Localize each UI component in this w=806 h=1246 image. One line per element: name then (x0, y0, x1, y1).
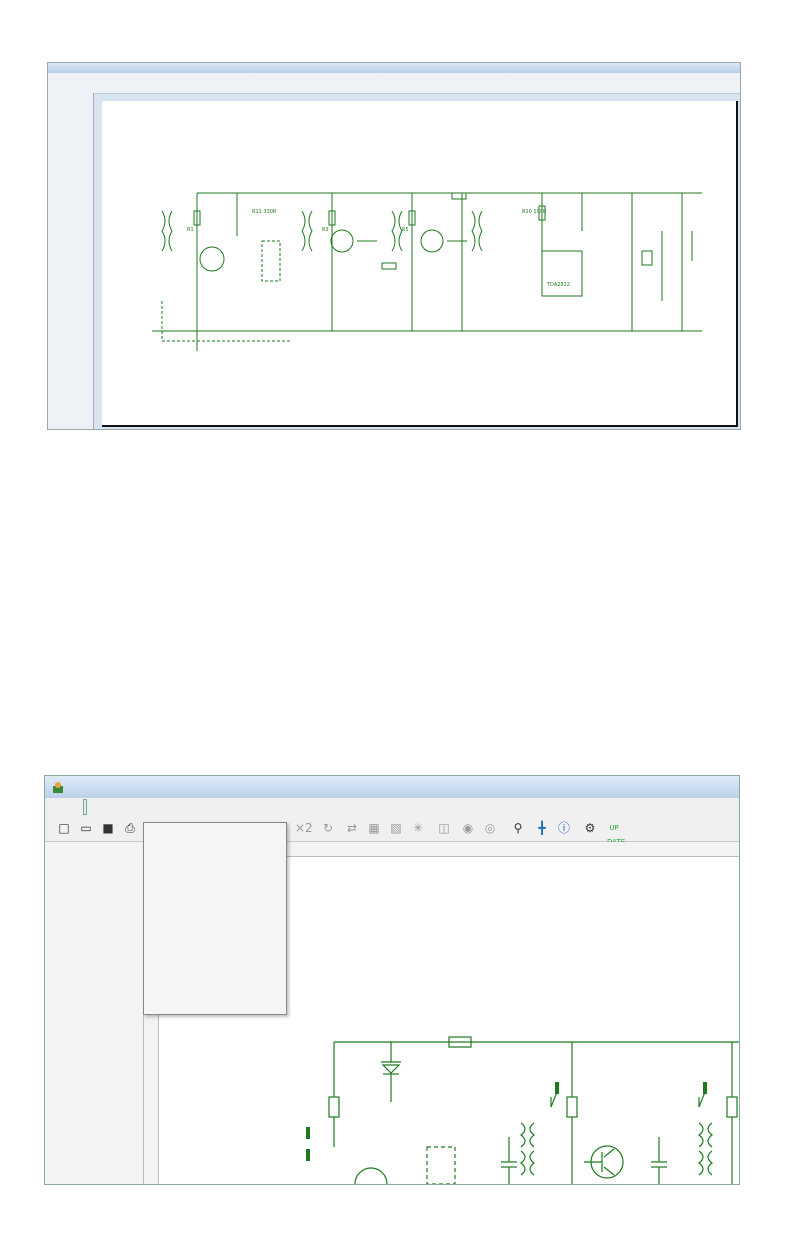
menu-board[interactable] (83, 799, 87, 815)
mirror-icon[interactable]: ⇄ (346, 821, 358, 835)
connect-icon[interactable]: ╋ (538, 821, 546, 835)
ungroup-icon[interactable]: ▧ (390, 821, 402, 835)
schematic-drawing (102, 101, 738, 387)
unlock-icon[interactable]: ◎ (484, 821, 496, 835)
zoom-icon[interactable]: ⚲ (513, 821, 523, 835)
sprint-layout-window (44, 775, 740, 1185)
menu-edit[interactable] (72, 800, 74, 814)
window-title (48, 63, 740, 73)
app-icon (51, 780, 65, 794)
tool-sidebar (48, 93, 94, 429)
settings-gear-icon[interactable]: ⚙ (584, 821, 596, 835)
board-menu-dropdown (143, 822, 287, 1015)
menu-options[interactable] (118, 800, 120, 814)
lock-icon[interactable]: ◉ (462, 821, 474, 835)
update-icon[interactable]: UP (609, 824, 619, 832)
menu-bar (48, 73, 740, 81)
svg-text:R1: R1 (187, 227, 194, 233)
group-icon[interactable]: ▦ (368, 821, 380, 835)
menu-help[interactable] (129, 800, 131, 814)
title-bar (45, 776, 739, 798)
schematic-canvas (102, 101, 738, 427)
save-icon[interactable]: ■ (102, 821, 114, 835)
menu-function[interactable] (96, 800, 98, 814)
menu-file[interactable] (61, 800, 63, 814)
svg-text:R11 330R: R11 330R (252, 209, 277, 215)
open-folder-icon[interactable]: ▭ (80, 821, 92, 835)
schematic-screenshot (47, 62, 741, 430)
new-file-icon[interactable]: □ (58, 821, 70, 835)
align-icon[interactable]: ◫ (438, 821, 450, 835)
menu-extras[interactable] (107, 800, 109, 814)
svg-text:R10 100R: R10 100R (522, 209, 547, 215)
info-icon[interactable]: ⓘ (557, 821, 570, 835)
rotate-icon[interactable]: ↻ (322, 821, 334, 835)
snap-icon[interactable]: ✳ (412, 821, 424, 835)
svg-text:TDA2822: TDA2822 (547, 282, 570, 288)
svg-text:R3: R3 (322, 227, 329, 233)
toolbar (48, 81, 740, 94)
tool-sidebar (45, 842, 144, 1184)
menu-bar (45, 798, 739, 817)
print-icon[interactable]: ⎙ (125, 821, 135, 835)
svg-text:R5: R5 (402, 227, 409, 233)
x2-icon[interactable]: ×2 (295, 821, 313, 835)
